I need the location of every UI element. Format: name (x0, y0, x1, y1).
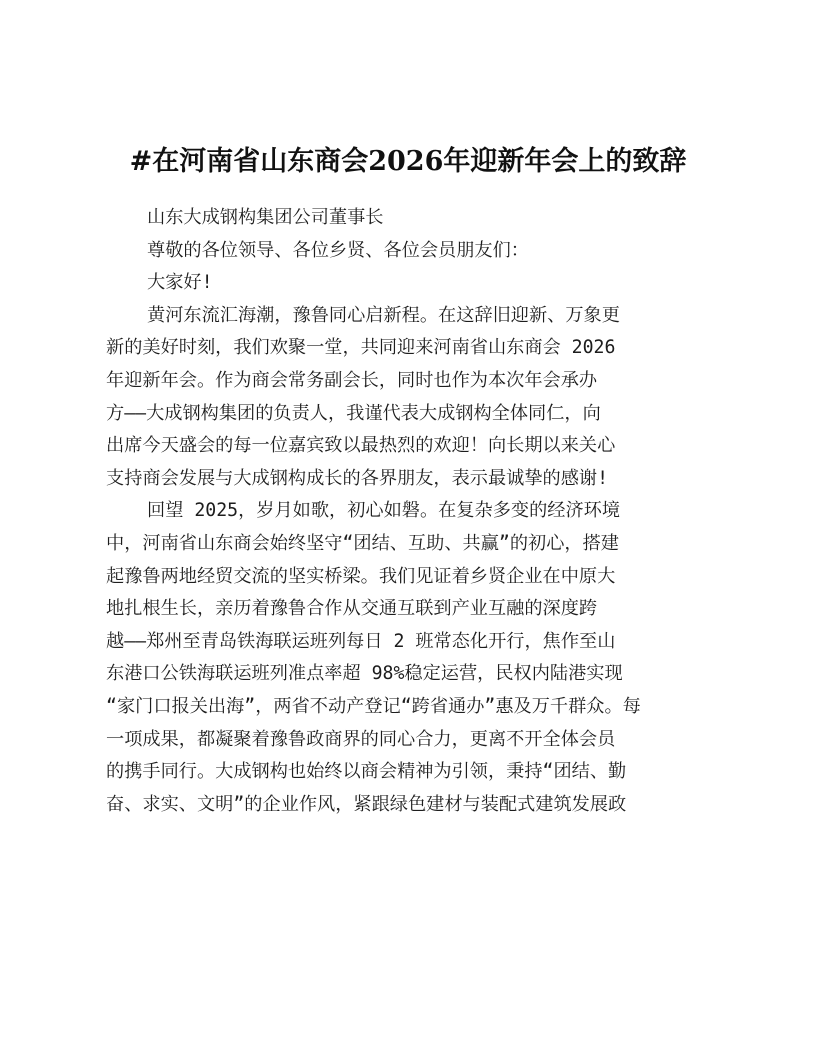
paragraph-line: 地扎根生长，亲历着豫鲁合作从交通互联到产业互融的深度跨 (106, 598, 598, 620)
paragraph-line: 年迎新年会。作为商会常务副会长，同时也作为本次年会承办 (106, 369, 598, 391)
paragraph-line: 东港口公铁海联运班列准点率超 98%稳定运营，民权内陆港实现 (106, 663, 623, 685)
paragraph-line: 出席今天盛会的每一位嘉宾致以最热烈的欢迎！向长期以来关心 (106, 435, 616, 457)
document-title: #在河南省山东商会2026年迎新年会上的致辞 (129, 146, 687, 177)
paragraph-line: 回望 2025，岁月如歌，初心如磐。在复杂多变的经济环境 (147, 500, 621, 522)
paragraph-line: 黄河东流汇海潮，豫鲁同心启新程。在这辞旧迎新、万象更 (147, 304, 620, 326)
paragraph-line: 一项成果，都凝聚着豫鲁政商界的同心合力，更离不开全体会员 (106, 728, 616, 750)
paragraph-line: 的携手同行。大成钢构也始终以商会精神为引领，秉持“团结、勤 (106, 761, 627, 783)
paragraph-line: “家门口报关出海”，两省不动产登记“跨省通办”惠及万千群众。每 (106, 695, 641, 717)
paragraph-line: 奋、求实、文明”的企业作风，紧跟绿色建材与装配式建筑发展政 (106, 793, 627, 815)
author-line: 山东大成钢构集团公司董事长 (147, 207, 384, 228)
paragraph-line: 新的美好时刻，我们欢聚一堂，共同迎来河南省山东商会 2026 (106, 337, 616, 359)
document-body (106, 202, 714, 821)
paragraph-line: 中，河南省山东商会始终坚守“团结、互助、共赢”的初心，搭建 (106, 532, 619, 554)
paragraph-line: 起豫鲁两地经贸交流的坚实桥梁。我们见证着乡贤企业在中原大 (106, 565, 616, 587)
paragraph-line: 越——郑州至青岛铁海联运班列每日 2 班常态化开行，焦作至山 (106, 630, 616, 652)
greeting-line: 大家好! (147, 272, 213, 294)
paragraph-line: 方——大成钢构集团的负责人，我谨代表大成钢构全体同仁，向 (106, 402, 601, 424)
salutation-line: 尊敬的各位领导、各位乡贤、各位会员朋友们： (147, 239, 529, 261)
paragraph-line: 支持商会发展与大成钢构成长的各界朋友，表示最诚挚的感谢! (106, 467, 609, 489)
